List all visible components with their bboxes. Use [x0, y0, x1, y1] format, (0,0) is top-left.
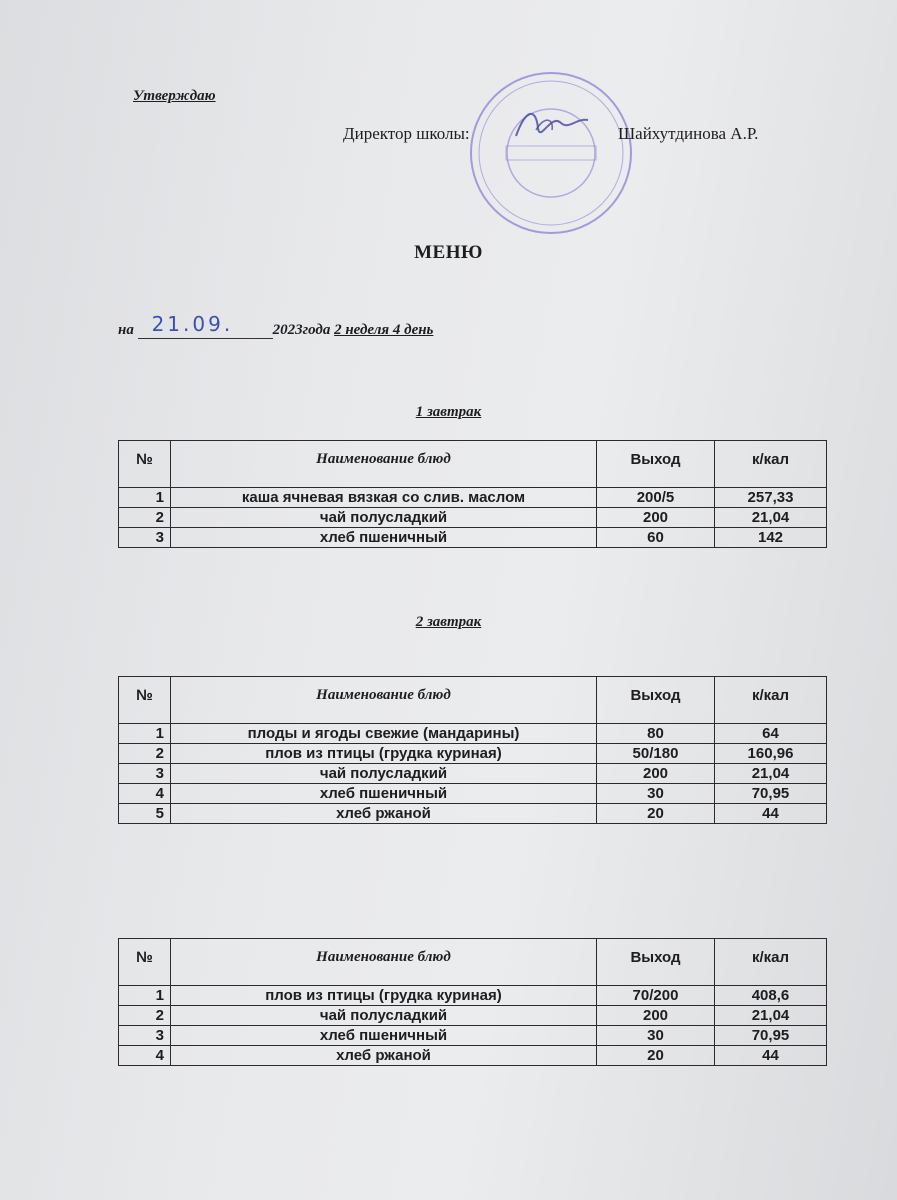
dish-name: хлеб пшеничный	[171, 784, 597, 804]
table-row	[119, 764, 827, 784]
section-title-breakfast-2: 2 завтрак	[415, 614, 482, 630]
dish-kcal: 257,33	[715, 488, 827, 508]
dish-kcal: 160,96	[715, 744, 827, 764]
dish-name: плов из птицы (грудка куриная)	[171, 744, 597, 764]
table-row	[119, 724, 827, 744]
dish-output: 200	[597, 508, 715, 528]
year-text: 2023года	[272, 322, 331, 338]
table-row	[119, 1046, 827, 1066]
dish-kcal: 21,04	[715, 1006, 827, 1026]
date-prefix: на	[118, 322, 134, 338]
week-day-text: 2 неделя 4 день	[334, 322, 434, 338]
handwritten-date: 21.09.	[151, 312, 234, 336]
row-number: 2	[119, 1006, 171, 1026]
dish-kcal: 44	[715, 1046, 827, 1066]
row-number: 1	[119, 488, 171, 508]
dish-name: плоды и ягоды свежие (мандарины)	[171, 724, 597, 744]
table-row	[119, 784, 827, 804]
dish-kcal: 44	[715, 804, 827, 824]
dish-kcal: 21,04	[715, 764, 827, 784]
column-header-kcal: к/кал	[715, 677, 827, 724]
dish-name: плов из птицы (грудка куриная)	[171, 986, 597, 1006]
dish-name: чай полусладкий	[171, 1006, 597, 1026]
dish-kcal: 70,95	[715, 784, 827, 804]
table-header-row	[119, 677, 827, 724]
table-row	[119, 1026, 827, 1046]
column-header-output: Выход	[597, 677, 715, 724]
table-row	[119, 986, 827, 1006]
dish-output: 80	[597, 724, 715, 744]
column-header-output: Выход	[597, 441, 715, 488]
section-title-breakfast-1: 1 завтрак	[415, 404, 482, 420]
column-header-name: Наименование блюд	[171, 677, 597, 724]
table-header-row	[119, 939, 827, 986]
dish-kcal: 70,95	[715, 1026, 827, 1046]
dish-output: 70/200	[597, 986, 715, 1006]
dish-output: 200	[597, 1006, 715, 1026]
date-line	[118, 312, 434, 339]
row-number: 3	[119, 528, 171, 548]
table-row	[119, 804, 827, 824]
column-header-kcal: к/кал	[715, 939, 827, 986]
dish-name: чай полусладкий	[171, 508, 597, 528]
dish-name: хлеб пшеничный	[171, 528, 597, 548]
dish-name: каша ячневая вязкая со слив. маслом	[171, 488, 597, 508]
row-number: 3	[119, 764, 171, 784]
approval-label: Утверждаю	[133, 88, 216, 104]
table-row	[119, 744, 827, 764]
date-blank	[138, 312, 273, 339]
row-number: 5	[119, 804, 171, 824]
dish-output: 60	[597, 528, 715, 548]
dish-kcal: 408,6	[715, 986, 827, 1006]
row-number: 2	[119, 508, 171, 528]
director-label: Директор школы:	[343, 124, 470, 143]
column-header-kcal: к/кал	[715, 441, 827, 488]
dish-name: хлеб пшеничный	[171, 1026, 597, 1046]
dish-output: 200	[597, 764, 715, 784]
row-number: 3	[119, 1026, 171, 1046]
dish-name: чай полусладкий	[171, 764, 597, 784]
table-header-row	[119, 441, 827, 488]
menu-table-3	[118, 938, 827, 1066]
dish-name: хлеб ржаной	[171, 1046, 597, 1066]
row-number: 1	[119, 724, 171, 744]
column-header-num: №	[119, 677, 171, 724]
dish-output: 30	[597, 784, 715, 804]
table-row	[119, 488, 827, 508]
menu-table-breakfast-1	[118, 440, 827, 548]
row-number: 4	[119, 784, 171, 804]
column-header-name: Наименование блюд	[171, 939, 597, 986]
dish-output: 20	[597, 1046, 715, 1066]
column-header-output: Выход	[597, 939, 715, 986]
school-stamp	[466, 68, 636, 238]
table-row	[119, 1006, 827, 1026]
column-header-num: №	[119, 441, 171, 488]
dish-kcal: 21,04	[715, 508, 827, 528]
dish-kcal: 142	[715, 528, 827, 548]
dish-kcal: 64	[715, 724, 827, 744]
row-number: 1	[119, 986, 171, 1006]
row-number: 4	[119, 1046, 171, 1066]
column-header-name: Наименование блюд	[171, 441, 597, 488]
table-row	[119, 508, 827, 528]
column-header-num: №	[119, 939, 171, 986]
dish-output: 200/5	[597, 488, 715, 508]
dish-output: 50/180	[597, 744, 715, 764]
dish-output: 30	[597, 1026, 715, 1046]
row-number: 2	[119, 744, 171, 764]
page-title: МЕНЮ	[414, 242, 483, 263]
dish-output: 20	[597, 804, 715, 824]
dish-name: хлеб ржаной	[171, 804, 597, 824]
director-name: Шайхутдинова А.Р.	[618, 124, 759, 143]
menu-table-breakfast-2	[118, 676, 827, 824]
table-row	[119, 528, 827, 548]
